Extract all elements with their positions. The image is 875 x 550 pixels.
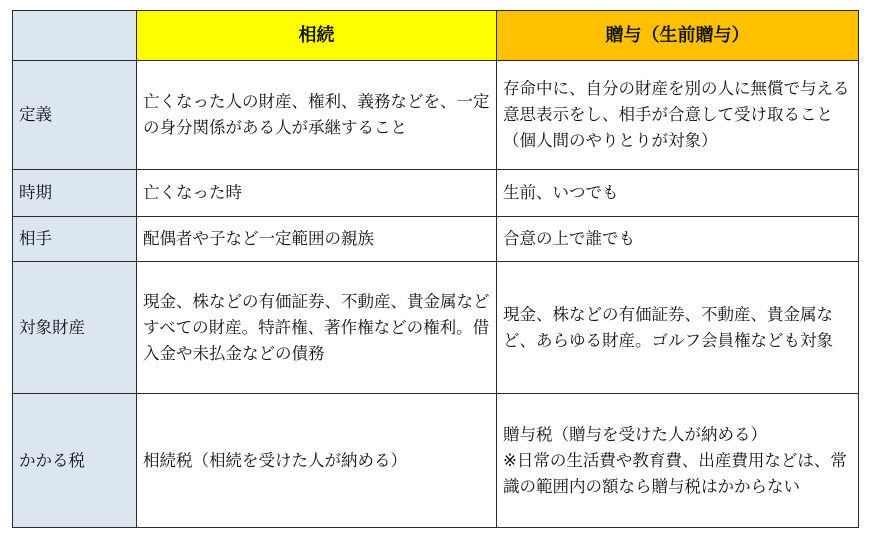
row-label-tax: かかる税 [13, 394, 137, 528]
cell-gift-tax [497, 394, 859, 528]
cell-inheritance-period: 亡くなった時 [137, 170, 497, 217]
gift-tax-text: 贈与税（贈与を受けた人が納める） [503, 424, 767, 444]
table-header-row [13, 11, 859, 61]
gift-tax-note: ※日常の生活費や教育費、出産費用などは、常識の範囲内の額なら贈与税はかからない [503, 450, 847, 496]
cell-gift-definition: 存命中に、自分の財産を別の人に無償で与える意思表示をし、相手が合意して受け取ること（個人間のやりとりが対象） [497, 61, 859, 170]
row-label-period: 時期 [13, 170, 137, 217]
table-row-assets [13, 262, 859, 394]
inheritance-gift-comparison-table [12, 10, 859, 528]
cell-gift-period: 生前、いつでも [497, 170, 859, 217]
row-label-definition: 定義 [13, 61, 137, 170]
header-inheritance: 相続 [137, 11, 497, 61]
header-corner-cell [13, 11, 137, 61]
cell-gift-recipient: 合意の上で誰でも [497, 217, 859, 262]
row-label-assets: 対象財産 [13, 262, 137, 394]
table-row-definition [13, 61, 859, 170]
cell-gift-assets: 現金、株などの有価証券、不動産、貴金属など、あらゆる財産。ゴルフ会員権なども対象 [497, 262, 859, 394]
table-row-recipient [13, 217, 859, 262]
cell-inheritance-recipient: 配偶者や子など一定範囲の親族 [137, 217, 497, 262]
row-label-recipient: 相手 [13, 217, 137, 262]
cell-inheritance-definition: 亡くなった人の財産、権利、義務などを、一定の身分関係がある人が承継すること [137, 61, 497, 170]
cell-inheritance-tax: 相続税（相続を受けた人が納める） [137, 394, 497, 528]
cell-inheritance-assets: 現金、株などの有価証券、不動産、貴金属などすべての財産。特許権、著作権などの権利。借入金や未払金などの債務 [137, 262, 497, 394]
table-row-tax [13, 394, 859, 528]
header-gift: 贈与（生前贈与） [497, 11, 859, 61]
table-row-period [13, 170, 859, 217]
